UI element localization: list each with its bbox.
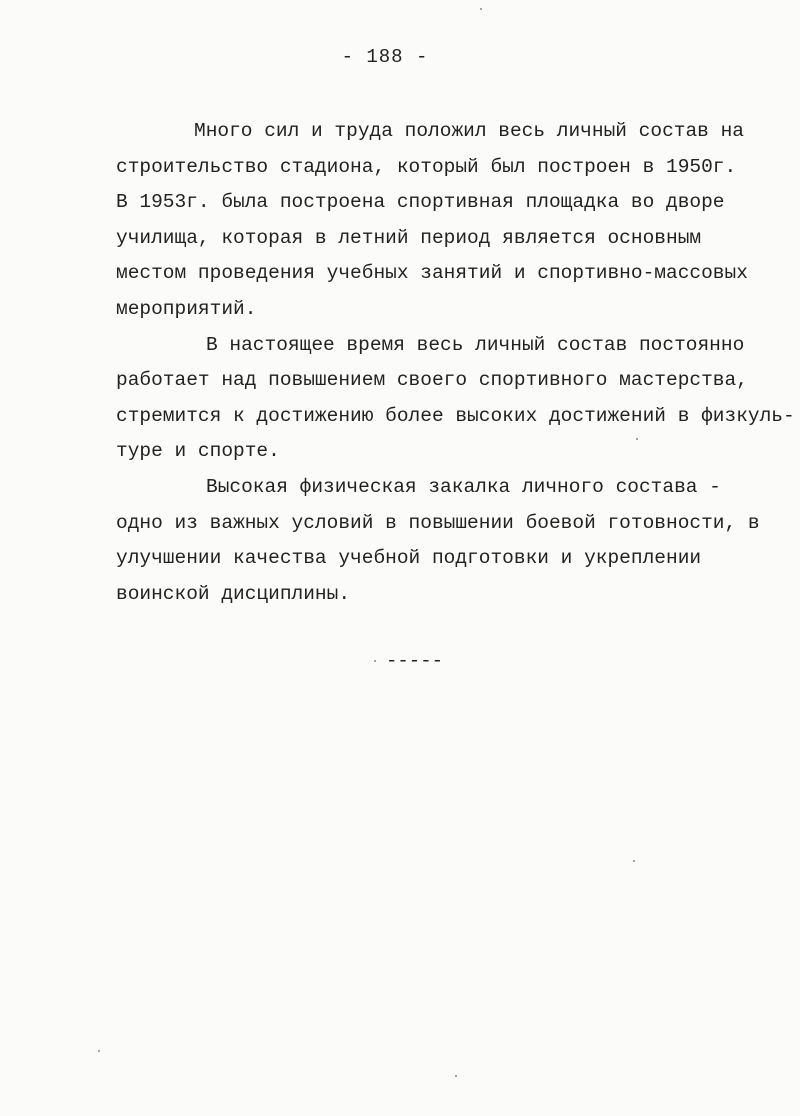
scan-speck [455, 1075, 457, 1077]
scan-speck [636, 438, 638, 440]
end-rule: ----- [386, 650, 444, 672]
text-line: одно из важных условий в повышении боевой готовности, в [116, 511, 760, 534]
scan-speck [480, 8, 482, 10]
text-line: строительство стадиона, который был построен в 1950г. [116, 155, 737, 178]
scan-speck [633, 860, 635, 862]
scan-speck [374, 660, 376, 662]
text-line: воинской дисциплины. [116, 582, 351, 605]
text-line: туре и спорте. [116, 440, 280, 463]
text-line: работает над повышением своего спортивного мастерства, [116, 369, 748, 392]
text-line: мероприятий. [116, 297, 257, 320]
text-line: училища, которая в летний период является основным [116, 226, 702, 249]
text-line: Много сил и труда положил весь личный состав на [194, 120, 744, 142]
text-line: стремится к достижению более высоких достижений в физкуль- [116, 404, 795, 427]
text-line: улучшении качества учебной подготовки и укреплении [116, 547, 702, 570]
page-number: - 188 - [341, 46, 429, 68]
text-line: В 1953г. была построена спортивная площадка во дворе [116, 191, 725, 214]
text-line: В настоящее время весь личный состав постоянно [206, 333, 745, 356]
text-line: местом проведения учебных занятий и спортивно-массовых [116, 262, 748, 285]
scan-speck [98, 1050, 100, 1052]
text-line: Высокая физическая закалка личного состава - [206, 475, 721, 498]
body-text [116, 114, 796, 612]
